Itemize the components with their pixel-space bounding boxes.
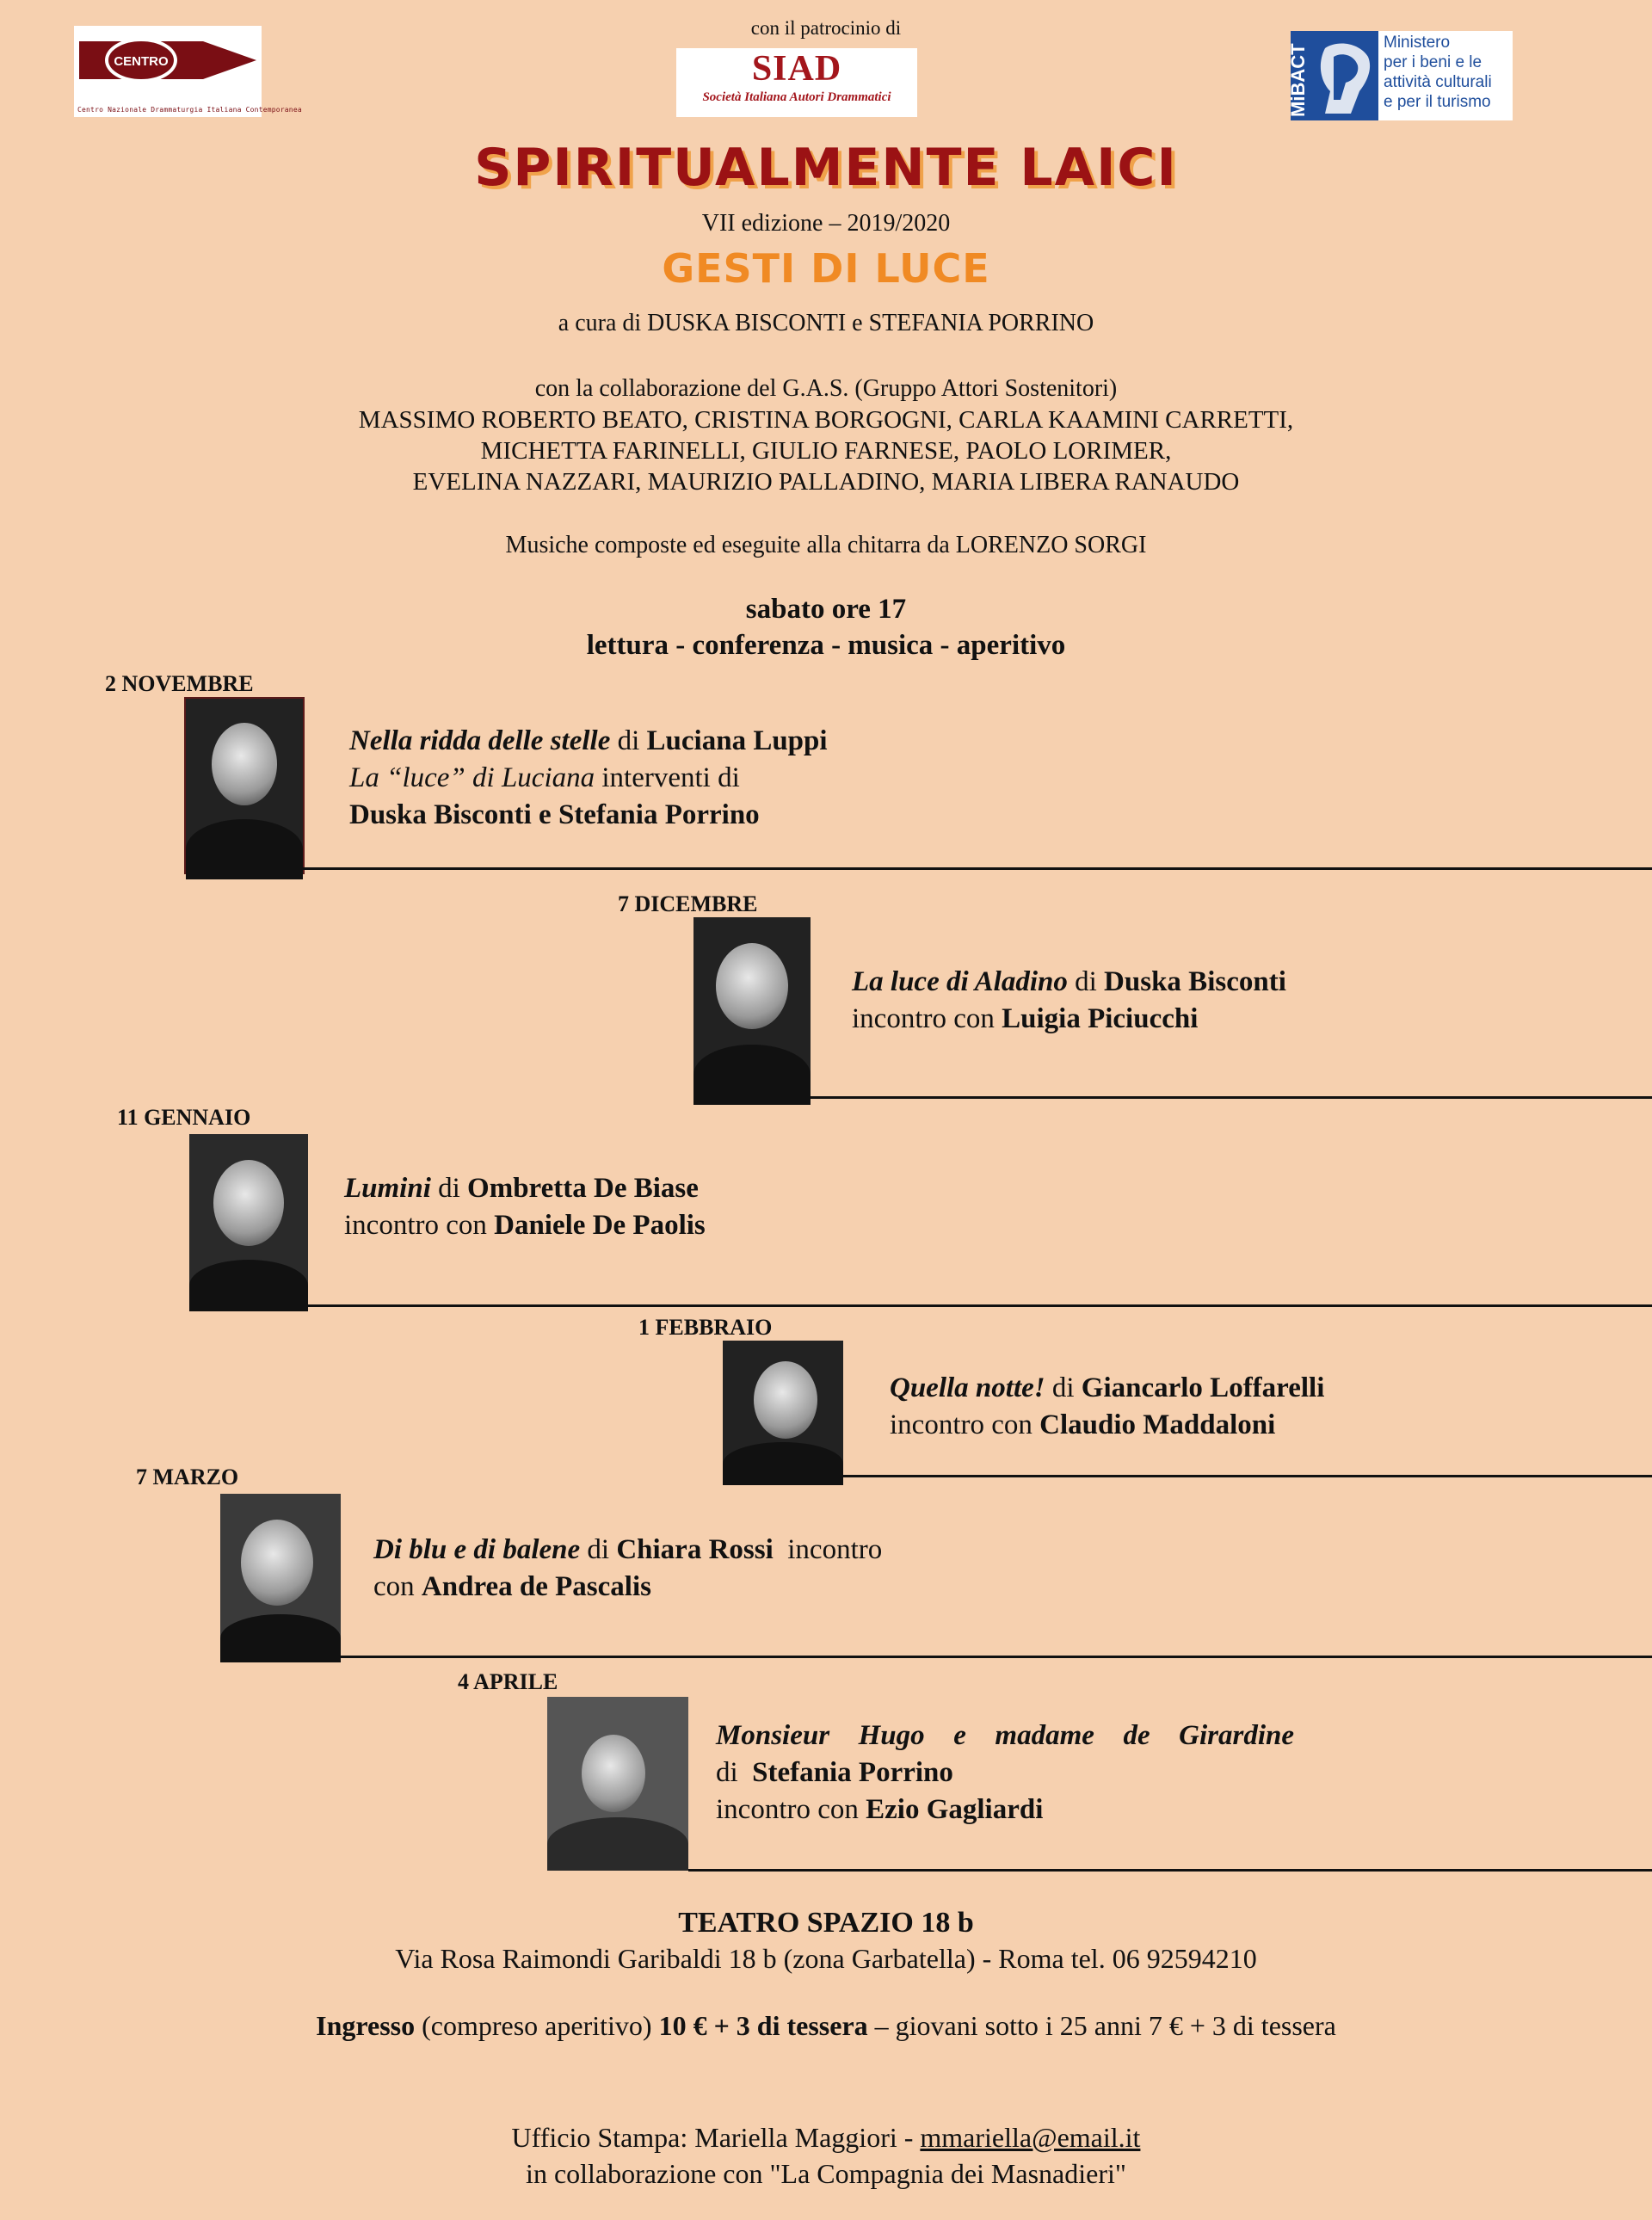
collaboration-names: MASSIMO ROBERTO BEATO, CRISTINA BORGOGNI, CARLA KAAMINI CARRETTI, <box>358 406 1294 434</box>
music-credit: Musiche composte ed eseguite alla chitarra da LORENZO SORGI <box>505 532 1147 558</box>
event-photo <box>220 1494 341 1657</box>
event-di: di <box>716 1757 753 1788</box>
centro-emblem-text: CENTRO <box>114 54 169 69</box>
event-date: 7 DICEMBRE <box>618 891 758 916</box>
event-author: Ombretta De Biase <box>467 1173 699 1204</box>
event-subtitle-rest: interventi di <box>595 762 740 793</box>
event-di: di <box>1045 1372 1082 1403</box>
event-incontro: incontro con <box>890 1409 1040 1440</box>
event-author: Duska Bisconti <box>1104 966 1286 997</box>
event-format: lettura - conferenza - musica - aperitivo <box>586 630 1066 661</box>
press-label: Ufficio Stampa: Mariella Maggiori - <box>511 2122 921 2153</box>
collaboration-intro: con la collaborazione del G.A.S. (Gruppo Attori Sostenitori) <box>534 375 1118 402</box>
event-photo <box>723 1341 843 1477</box>
event-details <box>373 1532 882 1606</box>
event-line <box>344 1207 706 1244</box>
ticket-youth: – giovani sotto i 25 anni 7 € + 3 di tessera <box>867 2010 1336 2041</box>
mibact-label-line: per i beni e le <box>1384 53 1482 71</box>
event-details <box>852 964 1286 1038</box>
event-line <box>716 1791 1294 1828</box>
edition: VII edizione – 2019/2020 <box>701 210 951 237</box>
event-date: 4 APRILE <box>458 1669 558 1694</box>
event-title-line <box>852 964 1286 1001</box>
mibact-label-line: attività culturali <box>1384 73 1492 91</box>
event-line <box>373 1569 882 1606</box>
event-title: Di blu e di balene <box>373 1534 581 1565</box>
event-guest: Andrea de Pascalis <box>421 1571 651 1602</box>
centro-small-text: Centro Nazionale Drammaturgia Italiana Contemporanea <box>77 106 302 114</box>
event-title: La luce di Aladino <box>852 966 1068 997</box>
event-title: Quella notte! <box>890 1372 1045 1403</box>
ticket-label: Ingresso <box>316 2010 416 2041</box>
event-guest: Daniele De Paolis <box>494 1210 706 1241</box>
event-line <box>349 760 828 797</box>
divider <box>341 1656 1652 1658</box>
ticket-info <box>0 2010 1652 2042</box>
ticket-note: (compreso aperitivo) <box>415 2010 659 2041</box>
mibact-logo <box>1287 31 1513 120</box>
event-photo <box>189 1134 308 1306</box>
venue-address: Via Rosa Raimondi Garibaldi 18 b (zona Garbatella) - Roma tel. 06 92594210 <box>395 1943 1257 1974</box>
event-speakers: Duska Bisconti e Stefania Porrino <box>349 799 760 830</box>
divider <box>308 1304 1652 1307</box>
divider <box>301 867 1652 870</box>
event-title: Monsieur Hugo e madame de Girardine <box>716 1720 1294 1751</box>
event-di: di <box>610 725 647 756</box>
siad-logo <box>676 48 917 117</box>
event-title-line <box>890 1370 1324 1407</box>
event-di: di <box>1067 966 1105 997</box>
event-photo <box>693 917 811 1098</box>
collaboration-names: MICHETTA FARINELLI, GIULIO FARNESE, PAOLO LORIMER, <box>480 437 1172 465</box>
venue-name: TEATRO SPAZIO 18 b <box>678 1907 974 1939</box>
event-incontro: incontro con <box>344 1210 495 1241</box>
event-con: con <box>373 1571 422 1602</box>
event-date: 11 GENNAIO <box>117 1105 251 1130</box>
press-email-link[interactable]: mmariella@email.it <box>920 2122 1141 2153</box>
event-di: di <box>430 1173 468 1204</box>
event-author: Stefania Porrino <box>752 1757 953 1788</box>
event-di: di <box>580 1534 617 1565</box>
mibact-label <box>1384 33 1492 112</box>
divider <box>811 1096 1652 1099</box>
subtitle: GESTI DI LUCE <box>662 245 990 292</box>
event-guest: Luigia Piciucchi <box>1002 1003 1199 1034</box>
patronage-caption: con il patrocinio di <box>750 17 902 39</box>
event-details <box>344 1170 706 1244</box>
event-title-line <box>716 1717 1294 1754</box>
schedule-time: sabato ore 17 <box>745 594 907 625</box>
event-author: Giancarlo Loffarelli <box>1081 1372 1325 1403</box>
event-line <box>852 1001 1286 1038</box>
collaboration-names: EVELINA NAZZARI, MAURIZIO PALLADINO, MARIA LIBERA RANAUDO <box>412 468 1240 496</box>
event-date: 7 MARZO <box>136 1465 239 1489</box>
event-incontro: incontro <box>773 1534 883 1565</box>
event-date: 2 NOVEMBRE <box>105 671 254 696</box>
event-photo <box>184 697 305 874</box>
event-details <box>349 723 828 834</box>
event-title: Lumini <box>344 1173 431 1204</box>
event-line <box>890 1407 1324 1444</box>
event-incontro: incontro con <box>852 1003 1002 1034</box>
press-office <box>0 2122 1652 2154</box>
mibact-label-line: e per il turismo <box>1384 93 1491 111</box>
event-details <box>716 1717 1294 1828</box>
event-author: Chiara Rossi <box>616 1534 774 1565</box>
event-subtitle: La “luce” di Luciana <box>349 762 595 793</box>
page-title: SPIRITUALMENTE LAICI <box>474 138 1178 198</box>
event-incontro: incontro con <box>716 1794 866 1825</box>
event-line <box>716 1754 1294 1791</box>
event-title: Nella ridda delle stelle <box>349 725 611 756</box>
event-details <box>890 1370 1324 1444</box>
event-photo <box>547 1697 688 1871</box>
ticket-price: 10 € + 3 di tessera <box>658 2010 868 2041</box>
siad-subtitle: Società Italiana Autori Drammatici <box>702 90 891 104</box>
event-line <box>349 797 828 834</box>
event-title-line <box>373 1532 882 1569</box>
event-title-line <box>344 1170 706 1207</box>
siad-name: SIAD <box>751 49 842 89</box>
company-credit: in collaborazione con "La Compagnia dei Masnadieri" <box>526 2158 1126 2189</box>
event-date: 1 FEBBRAIO <box>638 1315 773 1340</box>
mibact-label-line: Ministero <box>1384 34 1451 52</box>
event-author: Luciana Luppi <box>646 725 828 756</box>
mibact-emblem-icon <box>1287 31 1378 120</box>
event-title-line <box>349 723 828 760</box>
divider <box>843 1475 1652 1477</box>
divider <box>688 1869 1652 1872</box>
event-guest: Claudio Maddaloni <box>1039 1409 1276 1440</box>
curated-by: a cura di DUSKA BISCONTI e STEFANIA PORRINO <box>558 310 1094 336</box>
event-guest: Ezio Gagliardi <box>866 1794 1044 1825</box>
mibact-vertical-text: MiBACT <box>1287 43 1309 117</box>
